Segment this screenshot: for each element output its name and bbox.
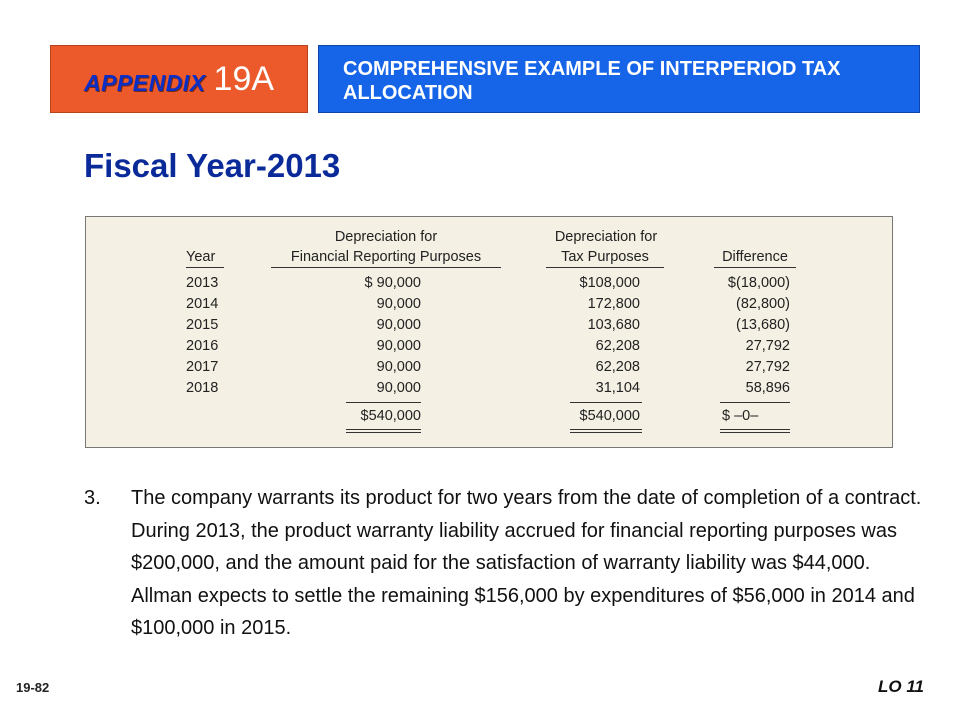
tax-cell: 31,104 bbox=[595, 380, 640, 396]
tax-cell: 62,208 bbox=[595, 359, 640, 375]
financial-cell: $ 90,000 bbox=[364, 275, 421, 291]
total-difference: $ –0– bbox=[722, 408, 759, 424]
difference-cell: 27,792 bbox=[745, 338, 790, 354]
tax-cell: 62,208 bbox=[595, 338, 640, 354]
page-title: Fiscal Year-2013 bbox=[84, 147, 341, 184]
header-tax-line1: Depreciation for bbox=[554, 229, 658, 245]
financial-cell: 90,000 bbox=[376, 317, 421, 333]
year-cell: 2018 bbox=[186, 380, 219, 396]
financial-cell: 90,000 bbox=[376, 338, 421, 354]
year-cell: 2016 bbox=[186, 338, 219, 354]
tax-cell: $108,000 bbox=[579, 275, 640, 291]
slide-number: 19-82 bbox=[16, 680, 50, 695]
financial-cell: 90,000 bbox=[376, 359, 421, 375]
total-double-rule-financial bbox=[346, 429, 421, 433]
section-banner bbox=[318, 45, 920, 113]
section-title: COMPREHENSIVE EXAMPLE OF INTERPERIOD TAX ALLOCATION bbox=[343, 58, 841, 104]
tax-cell: 172,800 bbox=[587, 296, 640, 312]
year-cell: 2017 bbox=[186, 359, 219, 375]
header-year: Year bbox=[186, 248, 224, 268]
difference-cell: 58,896 bbox=[745, 380, 790, 396]
total-tax: $540,000 bbox=[579, 408, 640, 424]
header-difference: Difference bbox=[714, 248, 796, 268]
subtotal-rule-financial bbox=[346, 402, 421, 403]
header-financial-line1: Depreciation for bbox=[334, 229, 438, 245]
financial-cell: 90,000 bbox=[376, 296, 421, 312]
appendix-badge bbox=[50, 45, 308, 113]
subtotal-rule-difference bbox=[720, 402, 790, 403]
note-number: 3. bbox=[84, 487, 101, 509]
subtotal-rule-tax bbox=[570, 402, 642, 403]
appendix-label: APPENDIX bbox=[83, 69, 206, 96]
header-financial-line2: Financial Reporting Purposes bbox=[271, 248, 501, 268]
learning-objective-label: LO 11 bbox=[878, 677, 924, 696]
depreciation-table bbox=[85, 216, 893, 448]
total-double-rule-tax bbox=[570, 429, 642, 433]
difference-cell: $(18,000) bbox=[727, 275, 790, 291]
appendix-number: 19A bbox=[213, 59, 275, 98]
header-tax-line2: Tax Purposes bbox=[546, 248, 664, 268]
difference-cell: (82,800) bbox=[735, 296, 790, 312]
difference-cell: (13,680) bbox=[735, 317, 790, 333]
note-text: The company warrants its product for two years from the date of completion of a contract. During 2013, the product warranty liability accrued for financial reporting purposes was $200,000, and the amount paid for the satisfaction of warranty liability was $44,000. Allman expects to settle the remaining $156,000 by expenditures of $56,000 in 2014 and $100,000 in 2015. bbox=[131, 487, 922, 639]
total-double-rule-difference bbox=[720, 429, 790, 433]
year-cell: 2015 bbox=[186, 317, 219, 333]
year-cell: 2014 bbox=[186, 296, 219, 312]
difference-cell: 27,792 bbox=[745, 359, 790, 375]
financial-cell: 90,000 bbox=[376, 380, 421, 396]
total-financial: $540,000 bbox=[360, 408, 421, 424]
tax-cell: 103,680 bbox=[587, 317, 640, 333]
year-cell: 2013 bbox=[186, 275, 219, 291]
